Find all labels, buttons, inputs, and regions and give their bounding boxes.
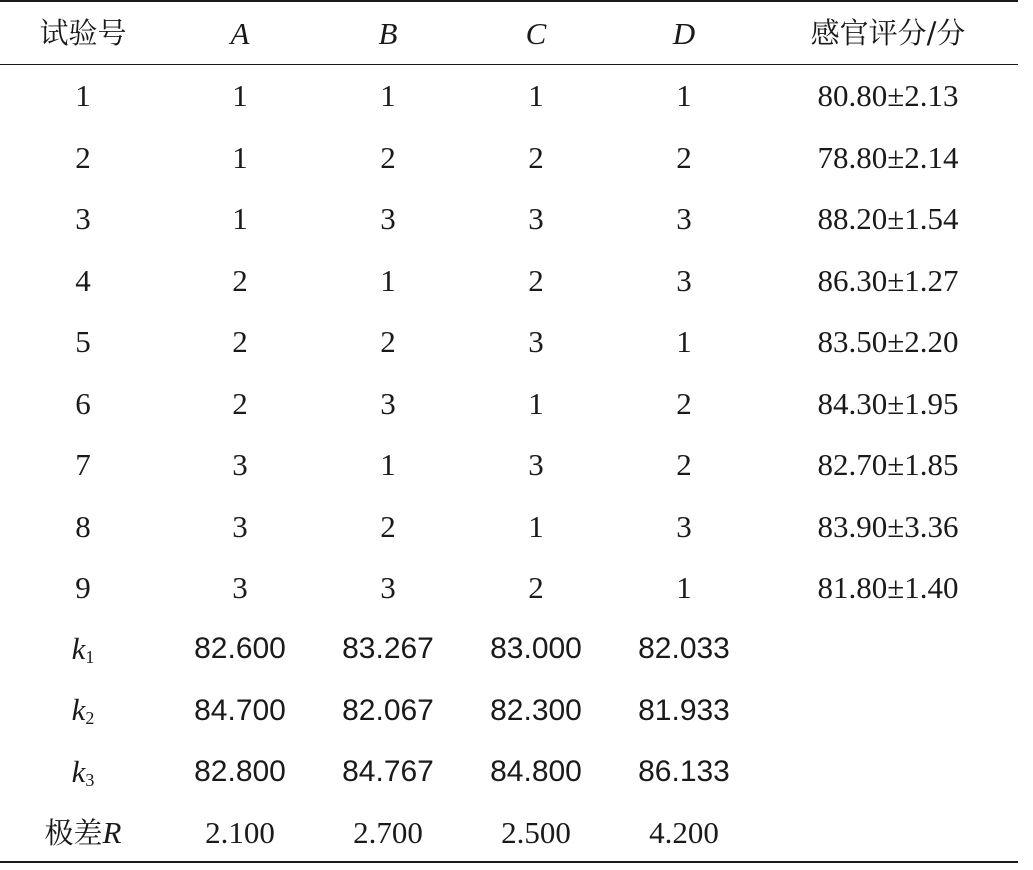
cell-sensory-score: 86.30±1.27 — [817, 262, 959, 298]
cell-test-number: 3 — [75, 201, 91, 237]
k2-value-b: 82.067 — [342, 693, 434, 727]
cell-factor-d: 2 — [676, 447, 692, 483]
table-row — [0, 557, 1018, 619]
k3-value-d: 86.133 — [638, 755, 730, 789]
cell-test-number: 1 — [75, 78, 91, 114]
cell-factor-a: 2 — [232, 262, 248, 298]
header-test-number: 试验号 — [0, 1, 166, 65]
k1-label — [0, 619, 166, 681]
cell-sensory-score: 82.70±1.85 — [817, 447, 959, 483]
cell-factor-c: 3 — [528, 447, 544, 483]
cell-factor-a: 2 — [232, 385, 248, 421]
k1-empty-cell — [758, 619, 1018, 681]
cell-sensory-score: 78.80±2.14 — [817, 139, 959, 175]
k-symbol: k — [71, 692, 86, 728]
k2-label — [0, 680, 166, 742]
cell-factor-c: 1 — [528, 78, 544, 114]
k2-row — [0, 680, 1018, 742]
range-label — [0, 803, 166, 862]
range-empty-cell — [758, 803, 1018, 862]
cell-test-number: 8 — [75, 508, 91, 544]
table-body — [0, 65, 1018, 863]
cell-factor-c: 2 — [528, 262, 544, 298]
cell-factor-c: 3 — [528, 324, 544, 360]
k2-value-c: 82.300 — [490, 693, 582, 727]
k-symbol: k — [71, 630, 86, 666]
cell-factor-b: 2 — [380, 508, 396, 544]
k2-empty-cell — [758, 680, 1018, 742]
cell-factor-a: 1 — [232, 139, 248, 175]
cell-factor-c: 1 — [528, 385, 544, 421]
cell-factor-a: 1 — [232, 78, 248, 114]
cell-sensory-score: 84.30±1.95 — [817, 385, 959, 421]
cell-sensory-score: 88.20±1.54 — [817, 201, 959, 237]
cell-factor-b: 1 — [380, 78, 396, 114]
table-row — [0, 311, 1018, 373]
cell-sensory-score: 83.50±2.20 — [817, 324, 959, 360]
cell-factor-b: 3 — [380, 201, 396, 237]
cell-factor-d: 3 — [676, 262, 692, 298]
cell-test-number: 9 — [75, 570, 91, 606]
k1-value-a: 82.600 — [194, 632, 286, 666]
table-row — [0, 496, 1018, 558]
cell-factor-a: 3 — [232, 447, 248, 483]
k-subscript: 2 — [85, 708, 95, 729]
k2-value-a: 84.700 — [194, 693, 286, 727]
cell-test-number: 7 — [75, 447, 91, 483]
cell-factor-c: 1 — [528, 508, 544, 544]
cell-factor-b: 2 — [380, 324, 396, 360]
k3-label — [0, 742, 166, 804]
cell-factor-c: 2 — [528, 139, 544, 175]
range-row — [0, 803, 1018, 862]
k3-value-a: 82.800 — [194, 755, 286, 789]
cell-factor-a: 3 — [232, 508, 248, 544]
table-row — [0, 250, 1018, 312]
cell-test-number: 6 — [75, 385, 91, 421]
header-sensory-score: 感官评分/分 — [758, 1, 1018, 65]
k1-value-d: 82.033 — [638, 632, 730, 666]
header-row — [0, 1, 1018, 65]
cell-factor-b: 3 — [380, 570, 396, 606]
range-value-d: 4.200 — [610, 803, 758, 862]
table-row — [0, 65, 1018, 127]
header-factor-b: B — [314, 1, 462, 65]
k1-value-c: 83.000 — [490, 632, 582, 666]
cell-factor-a: 1 — [232, 201, 248, 237]
range-value-b: 2.700 — [314, 803, 462, 862]
table-row — [0, 434, 1018, 496]
cell-test-number: 4 — [75, 262, 91, 298]
cell-factor-d: 2 — [676, 139, 692, 175]
cell-sensory-score: 80.80±2.13 — [817, 78, 959, 114]
cell-factor-c: 2 — [528, 570, 544, 606]
cell-factor-b: 1 — [380, 262, 396, 298]
cell-test-number: 5 — [75, 324, 91, 360]
cell-factor-a: 3 — [232, 570, 248, 606]
k-subscript: 1 — [85, 646, 95, 667]
k-subscript: 3 — [85, 769, 95, 790]
header-factor-c: C — [462, 1, 610, 65]
cell-factor-a: 2 — [232, 324, 248, 360]
k3-value-c: 84.800 — [490, 755, 582, 789]
table-header — [0, 1, 1018, 65]
header-factor-d: D — [610, 1, 758, 65]
k1-row — [0, 619, 1018, 681]
cell-factor-d: 1 — [676, 324, 692, 360]
cell-factor-b: 3 — [380, 385, 396, 421]
k3-value-b: 84.767 — [342, 755, 434, 789]
cell-sensory-score: 83.90±3.36 — [817, 508, 959, 544]
cell-factor-b: 2 — [380, 139, 396, 175]
cell-test-number: 2 — [75, 139, 91, 175]
table-row — [0, 373, 1018, 435]
header-factor-a: A — [166, 1, 314, 65]
cell-factor-d: 2 — [676, 385, 692, 421]
range-value-c: 2.500 — [462, 803, 610, 862]
range-label-prefix: 极差 — [44, 815, 103, 850]
cell-factor-d: 3 — [676, 508, 692, 544]
range-value-a: 2.100 — [166, 803, 314, 862]
range-label-symbol: R — [102, 814, 122, 850]
cell-factor-d: 1 — [676, 570, 692, 606]
k3-empty-cell — [758, 742, 1018, 804]
cell-factor-c: 3 — [528, 201, 544, 237]
cell-factor-d: 3 — [676, 201, 692, 237]
k-symbol: k — [71, 753, 86, 789]
cell-factor-b: 1 — [380, 447, 396, 483]
k1-value-b: 83.267 — [342, 632, 434, 666]
k3-row — [0, 742, 1018, 804]
cell-factor-d: 1 — [676, 78, 692, 114]
table-row — [0, 188, 1018, 250]
table-row — [0, 127, 1018, 189]
k2-value-d: 81.933 — [638, 693, 730, 727]
cell-sensory-score: 81.80±1.40 — [817, 570, 959, 606]
